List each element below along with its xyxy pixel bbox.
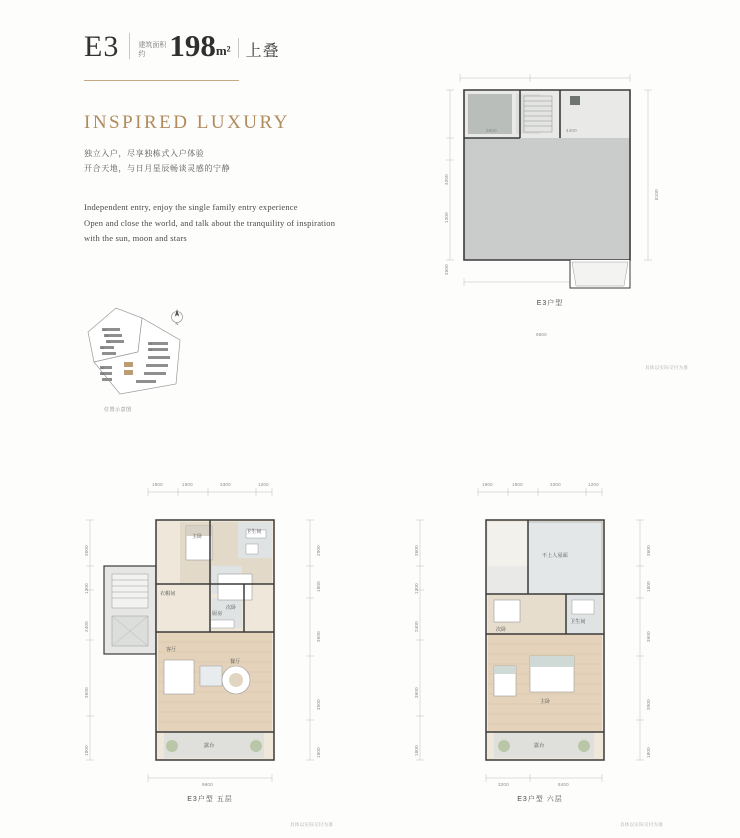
en-copy-line-1: Independent entry, enjoy the single family entry experience bbox=[84, 202, 298, 212]
headline-en: INSPIRED LUXURY bbox=[84, 112, 290, 133]
floorplan-floor5-caption: E3户型 五层 bbox=[187, 796, 233, 803]
disclaimer-right: 具体以实际交付为准 bbox=[645, 365, 689, 370]
f6-dim-bottom-1: 3200 bbox=[498, 782, 509, 787]
dim-bottom-1: 9600 bbox=[536, 332, 547, 337]
svg-text:N: N bbox=[175, 321, 179, 326]
f5-dim-left-1: 3600 bbox=[84, 545, 89, 556]
f5-room-6: 餐厅 bbox=[230, 659, 241, 665]
f6-dim-right-5: 1800 bbox=[646, 747, 651, 758]
floorplan-floor5-drawing bbox=[60, 470, 360, 800]
svg-text:8#: 8# bbox=[149, 348, 153, 352]
f5-room-2: 卫生间 bbox=[246, 529, 262, 535]
area-label bbox=[138, 41, 166, 59]
f6-dim-top-2: 1900 bbox=[512, 482, 523, 487]
cn-copy-line-2: 开合天地，与日月星辰畅谈灵感的宁静 bbox=[84, 164, 231, 173]
f6-room-3: 次卧 bbox=[496, 627, 507, 633]
svg-text:4#: 4# bbox=[101, 346, 105, 350]
f6-dim-right-2: 1800 bbox=[646, 581, 651, 592]
dim-right-1: 8100 bbox=[654, 189, 659, 200]
f5-room-3: 衣帽间 bbox=[160, 591, 176, 597]
title-rule bbox=[84, 80, 239, 81]
f5-room-7: 厨房 bbox=[212, 611, 223, 617]
title-divider-2 bbox=[238, 38, 239, 58]
floorplan-floor6 bbox=[390, 470, 690, 820]
f5-dim-top-3: 3300 bbox=[220, 482, 231, 487]
dim-left-1: 3200 bbox=[444, 174, 449, 185]
area-value: 198 bbox=[169, 28, 216, 63]
f5-room-1: 主卧 bbox=[192, 534, 203, 540]
floorplan-entry-drawing bbox=[420, 60, 680, 310]
area-label-line1: 建筑面积 bbox=[138, 41, 167, 49]
dim-top-2: 4400 bbox=[566, 128, 577, 133]
svg-text:6#: 6# bbox=[101, 372, 105, 376]
f6-dim-left-5: 1800 bbox=[414, 745, 419, 756]
f5-dim-top-4: 1200 bbox=[258, 482, 269, 487]
north-arrow bbox=[170, 306, 184, 331]
dim-top-1: 3800 bbox=[486, 128, 497, 133]
title-line bbox=[84, 28, 414, 64]
f5-dim-left-5: 1800 bbox=[84, 745, 89, 756]
f6-room-4: 主卧 bbox=[540, 699, 551, 705]
f6-dim-right-1: 3600 bbox=[646, 545, 651, 556]
area-unit: m² bbox=[215, 43, 231, 58]
f5-room-5: 客厅 bbox=[166, 647, 177, 653]
svg-text:3#: 3# bbox=[107, 340, 111, 344]
svg-text:2#: 2# bbox=[105, 334, 109, 338]
f5-dim-left-2: 1300 bbox=[84, 583, 89, 594]
f6-dim-top-1: 1900 bbox=[482, 482, 493, 487]
svg-text:1#: 1# bbox=[103, 328, 107, 332]
f5-dim-right-5: 1800 bbox=[316, 747, 321, 758]
f5-room-4: 次卧 bbox=[226, 605, 237, 611]
en-copy bbox=[84, 200, 384, 247]
dim-left-2: 1300 bbox=[444, 212, 449, 223]
f5-dim-right-4: 3500 bbox=[316, 699, 321, 710]
f5-room-8: 露台 bbox=[204, 743, 215, 749]
f5-dim-right-1: 2900 bbox=[316, 545, 321, 556]
f6-dim-top-3: 3300 bbox=[550, 482, 561, 487]
f5-dim-left-4: 3600 bbox=[84, 687, 89, 698]
f6-dim-right-4: 3000 bbox=[646, 699, 651, 710]
en-copy-line-3: with the sun, moon and stars bbox=[84, 233, 187, 243]
disclaimer-floor6: 具体以实际交付为准 bbox=[620, 822, 664, 827]
title-divider-1 bbox=[129, 33, 130, 59]
en-copy-line-2: Open and close the world, and talk about the tranquility of inspiration bbox=[84, 217, 336, 228]
f6-room-2: 卫生间 bbox=[570, 619, 586, 625]
f6-room-1: 不上人屋面 bbox=[542, 553, 569, 559]
f6-dim-bottom-2: 8400 bbox=[558, 782, 569, 787]
f5-dim-top-2: 1900 bbox=[182, 482, 193, 487]
f5-dim-right-3: 3600 bbox=[316, 631, 321, 642]
cn-copy bbox=[84, 146, 230, 176]
disclaimer-floor5: 具体以实际交付为准 bbox=[290, 822, 334, 827]
title-block bbox=[84, 28, 414, 64]
key-plan-caption: 位置示意图 bbox=[104, 407, 132, 413]
unit-code: E3 bbox=[84, 30, 120, 63]
floorplan-floor5 bbox=[60, 470, 360, 820]
floorplan-entry-caption: E3户型 bbox=[536, 300, 564, 307]
f6-dim-left-4: 3600 bbox=[414, 687, 419, 698]
f6-dim-right-3: 3600 bbox=[646, 631, 651, 642]
f6-dim-left-3: 2400 bbox=[414, 621, 419, 632]
dim-left-3: 3600 bbox=[444, 264, 449, 275]
svg-text:7#: 7# bbox=[149, 342, 153, 346]
f5-dim-left-3: 2400 bbox=[84, 621, 89, 632]
floorplan-entry bbox=[420, 60, 680, 337]
f5-dim-bottom-1: 9600 bbox=[202, 782, 213, 787]
svg-text:5#: 5# bbox=[101, 366, 105, 370]
f6-room-5: 露台 bbox=[534, 743, 545, 749]
f6-dim-top-4: 1200 bbox=[588, 482, 599, 487]
f5-dim-top-1: 1900 bbox=[152, 482, 163, 487]
f5-dim-right-2: 1800 bbox=[316, 581, 321, 592]
floorplan-floor6-drawing bbox=[390, 470, 690, 800]
area-label-line2: 约 bbox=[138, 50, 146, 58]
unit-type: 上叠 bbox=[245, 43, 280, 60]
floorplan-floor6-caption: E3户型 六层 bbox=[517, 796, 563, 803]
f6-dim-left-1: 3600 bbox=[414, 545, 419, 556]
f6-dim-left-2: 1300 bbox=[414, 583, 419, 594]
cn-copy-line-1: 独立入户，尽享独栋式入户体验 bbox=[84, 149, 205, 158]
